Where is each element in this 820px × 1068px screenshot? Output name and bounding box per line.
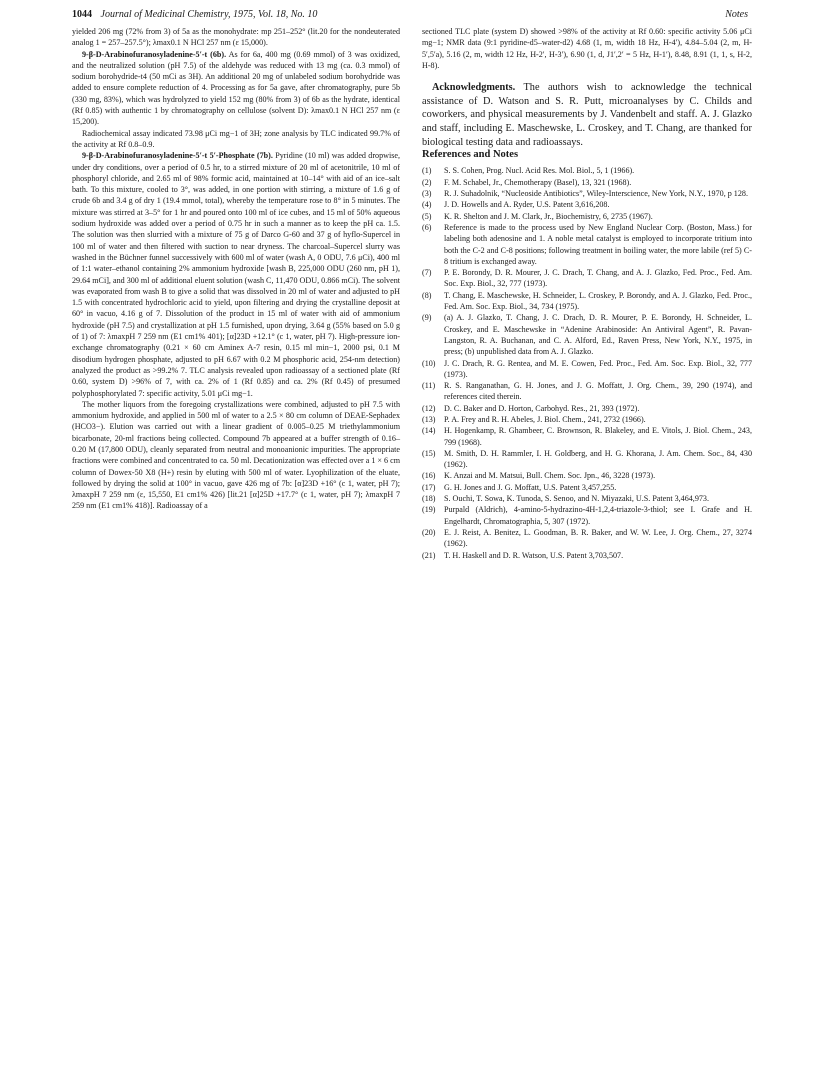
reference-item bbox=[422, 165, 752, 176]
reference-item bbox=[422, 425, 752, 448]
reference-item bbox=[422, 222, 752, 267]
right-column bbox=[422, 26, 752, 561]
reference-item bbox=[422, 527, 752, 550]
reference-item bbox=[422, 188, 752, 199]
references-heading: References and Notes bbox=[422, 149, 519, 161]
page-number: 1044 bbox=[72, 9, 92, 20]
compound-title: 9-β-D-Arabinofuranosyladenine-5′-t (6b). bbox=[82, 49, 227, 59]
reference-text: R. J. Suhadolnik, “Nucleoside Antibiotics”, Wiley-Interscience, New York, N.Y., 1970, p 128. bbox=[444, 189, 748, 199]
paragraph bbox=[72, 399, 400, 512]
reference-text: S. S. Cohen, Prog. Nucl. Acid Res. Mol. Biol., 5, 1 (1966). bbox=[444, 166, 635, 176]
reference-text: G. H. Jones and J. G. Moffatt, U.S. Patent 3,457,255. bbox=[444, 482, 617, 492]
paragraph bbox=[72, 150, 400, 399]
acknowledgments-heading: Acknowledgments. bbox=[432, 82, 516, 94]
reference-text: (a) A. J. Glazko, T. Chang, J. C. Drach, D. R. Mourer, P. E. Borondy, H. Schneider, L. Croskey, and E. Maschewske in “Adenine Arabinoside: An Antiviral Agent”, R. Pavan-Langston, R. A. Buchanan, and C. A. Alford, Ed., Raven Press, New York, N.Y., 1975, in press; (b) unpublished data from A. J. Glazko. bbox=[444, 313, 752, 357]
reference-text: M. Smith, D. H. Rammler, I. H. Goldberg, and H. G. Khorana, J. Am. Chem. Soc., 84, 430 (1962). bbox=[444, 448, 752, 470]
reference-text: K. R. Shelton and J. M. Clark, Jr., Biochemistry, 6, 2735 (1967). bbox=[444, 211, 653, 221]
reference-number: (19) bbox=[422, 505, 436, 515]
reference-item bbox=[422, 290, 752, 313]
reference-text: Purpald (Aldrich), 4-amino-5-hydrazino-4H-1,2,4-triazole-3-thiol; see I. Grafe and H. Engelhardt, Chromatographia, 5, 307 (1972). bbox=[444, 505, 752, 526]
reference-number: (18) bbox=[422, 494, 436, 504]
reference-text: E. J. Reist, A. Benitez, L. Goodman, B. R. Baker, and W. W. Lee, J. Org. Chem., 27, 3274 (1962). bbox=[444, 527, 752, 549]
paragraph-text: Radiochemical assay indicated 73.98 μCi mg−1 of 3H; zone analysis by TLC indicated 99.7% of the activity at Rf 0.8–0.9. bbox=[72, 128, 400, 149]
reference-number: (20) bbox=[422, 527, 436, 537]
left-column bbox=[72, 26, 400, 512]
acknowledgments-text: The authors wish to acknowledge the technical assistance of D. Watson and S. R. Putt, microanalyses by C. Childs and coworkers, and physical measurements by J. Vandenbelt and staff. A. J. Glazko and staff, including E. Maschewske, L. Croskey, and T. Chang, are thanked for biological testing data and radioassays. bbox=[422, 82, 752, 148]
paragraph bbox=[72, 26, 400, 49]
reference-item bbox=[422, 267, 752, 290]
reference-item bbox=[422, 403, 752, 414]
reference-item bbox=[422, 177, 752, 188]
reference-text: K. Anzai and M. Matsui, Bull. Chem. Soc. Jpn., 46, 3228 (1973). bbox=[444, 471, 656, 481]
reference-list bbox=[422, 165, 752, 560]
reference-number: (17) bbox=[422, 482, 436, 492]
reference-number: (4) bbox=[422, 200, 432, 210]
reference-number: (16) bbox=[422, 471, 436, 481]
reference-number: (15) bbox=[422, 448, 436, 458]
reference-item bbox=[422, 448, 752, 471]
reference-item bbox=[422, 550, 752, 561]
reference-number: (10) bbox=[422, 358, 436, 368]
reference-text: P. A. Frey and R. H. Abeles, J. Biol. Chem., 241, 2732 (1966). bbox=[444, 414, 646, 424]
reference-item bbox=[422, 504, 752, 527]
reference-item bbox=[422, 358, 752, 381]
continuation-paragraph: sectioned TLC plate (system D) showed >98% of the activity at Rf 0.60: specific activity 5.06 μCi mg−1; NMR data (9:1 pyridine-d5–water-d2) 4.68 (1, m, width 18 Hz, H-4′), 4.84–5.04 (2, m, H-5′,5′a), 5.16 (2, m, width 12 Hz, H-2′, H-3′), 6.90 (1, d, J1′,2′ = 5 Hz, H-1′), 8.48, 8.91 (1, 1, s, H-2, H-8). bbox=[422, 27, 752, 70]
reference-number: (14) bbox=[422, 426, 436, 436]
reference-text: F. M. Schabel, Jr., Chemotherapy (Basel), 13, 321 (1968). bbox=[444, 177, 632, 187]
reference-number: (1) bbox=[422, 166, 432, 176]
paragraph-text: As for 6a, 400 mg (0.69 mmol) of 3 was oxidized, and the neutralized solution (pH 7.5) of the aldehyde was reduced with 13 mg (ca. 0.3 mmol) of sodium borohydride-t4 (50 mCi as 3H). An additional 20 mg of unlabeled sodium borohydride was added to ensure complete reduction of 4. Processing as for 5a gave, after chromatography, pure 5b (330 mg, 83%), which was hydrolyzed to yield 152 mg (80% from 3) of 6b as the hydrate, identical (Rf 0.85) with authentic 1 by chromatography on cellulose (solvent D): λmax0.1 N HCl 257 nm (ε 15,200). bbox=[72, 49, 400, 127]
reference-number: (13) bbox=[422, 414, 436, 424]
reference-item bbox=[422, 493, 752, 504]
section-label: Notes bbox=[725, 9, 748, 20]
paragraph-text: The mother liquors from the foregoing crystallizations were combined, adjusted to pH 7.5 with ammonium hydroxide, and applied in 500 ml of water to a 2.5 × 80 cm column of DEAE-Sephadex (HCO3−). Elution was carried out with a linear gradient of 0.005–0.25 M triethylammonium bicarbonate, 20-ml fractions being collected. Compound 7b appeared at a buffer strength of 0.16–0.20 M (17,800 ODU), cleanly separated from neutral and monoanionic impurities. The appropriate fractions were combined and concentrated to ca. 50 ml. Decationization was effected over a 1 × 6 cm column of Dowex-50 X8 (H+) resin by eluting with 500 ml of water. Lyophilization of the eluate, followed by drying the solid at 100° in vacuo, gave 426 mg of 7b: [α]23D +16° (c 1, water, pH 7); λmaxpH 7 259 nm (ε, 15,550, E1 cm1% 426) [lit.21 [α]25D +17.7° (c 1, water, pH 7); λmaxpH 7 259 nm (E1 cm1% 418)]. Radioassay of a bbox=[72, 399, 400, 511]
reference-item bbox=[422, 211, 752, 222]
reference-text: P. E. Borondy, D. R. Mourer, J. C. Drach, T. Chang, and A. J. Glazko, Fed. Proc., Fed. Am. Soc. Exp. Biol., 32, 777 (1973). bbox=[444, 268, 752, 289]
reference-number: (12) bbox=[422, 403, 436, 413]
reference-item bbox=[422, 470, 752, 481]
reference-text: J. C. Drach, R. G. Rentea, and M. E. Cowen, Fed. Proc., Fed. Am. Soc. Exp. Biol., 32, 777 (1973). bbox=[444, 358, 752, 379]
reference-number: (2) bbox=[422, 177, 432, 187]
paragraph bbox=[72, 128, 400, 151]
reference-number: (3) bbox=[422, 189, 432, 199]
reference-number: (21) bbox=[422, 550, 436, 560]
reference-item bbox=[422, 414, 752, 425]
reference-number: (6) bbox=[422, 222, 432, 232]
page-header bbox=[72, 8, 748, 21]
acknowledgments bbox=[422, 81, 752, 149]
reference-number: (8) bbox=[422, 290, 432, 300]
reference-text: H. Hogenkamp, R. Ghambeer, C. Brownson, R. Blakeley, and E. Vitols, J. Biol. Chem., 243, 799 (1968). bbox=[444, 426, 752, 447]
paragraph-text: yielded 206 mg (72% from 3) of 5a as the monohydrate: mp 251–252° (lit.20 for the nondeuterated analog 1 = 257–257.5°); λmax0.1 N HCl 257 nm (ε 15,000). bbox=[72, 27, 400, 48]
compound-title: 9-β-D-Arabinofuranosyladenine-5′-t 5′-Phosphate (7b). bbox=[82, 151, 273, 161]
reference-number: (9) bbox=[422, 313, 432, 323]
reference-text: T. H. Haskell and D. R. Watson, U.S. Patent 3,703,507. bbox=[444, 550, 624, 560]
journal-title: Journal of Medicinal Chemistry, 1975, Vol. 18, No. 10 bbox=[100, 9, 318, 20]
reference-number: (5) bbox=[422, 211, 432, 221]
reference-text: Reference is made to the process used by New England Nuclear Corp. (Boston, Mass.) for labeling both adenosine and 1. A noble metal catalyst is employed to incorporate tritium into both the C-2 and C-8 positions; following treatment in boiling water, the more labile (ref 5) C-8 tritium is exchanged away. bbox=[444, 222, 752, 266]
reference-text: S. Ouchi, T. Sowa, K. Tunoda, S. Senoo, and N. Miyazaki, U.S. Patent 3,464,973. bbox=[444, 494, 709, 504]
paragraph-text: Pyridine (10 ml) was added dropwise, under dry conditions, over a period of 0.5 hr, to a stirred mixture of 20 ml of acetonitrile, 10 ml of phosphoryl chloride, and 2.65 ml of 98% formic acid, maintained at 10–14° with aid of an ice–salt bath. To this mixture, cooled to 3°, was added, in one portion with stirring, a mixture of 1.6 g of crude 6b and 3.4 g of dry 1 (19.4 mmol, total), whereby the temperature rose to 8° in 5 minutes. The mixture was stirred at 3–5° for 1 hr and poured onto 100 ml of ice cubes, and 15 ml of 50% aqueous sodium hydroxide was added over a period of 0.75 hr in such a manner as to keep the pH ca. 1.5. The solution was then slurried with a mixture of 75 g of Darco G-60 and 37 g of hyflo-Supercel in 100 ml of water and then filtered with suction to near dryness. The charcoal–Supercel slurry was washed in the Büchner funnel successively with 600 ml of water (wash A, 0 ODU, 7.6 μCi), 400 ml of 1:1 water–ethanol containing 2% ammonium hydroxide [wash B, 225,000 ODU (260 nm, pH 1), 29.64 mCi], and 300 ml of additional eluent solution (wash C, 11,470 ODU, 0.866 mCi). The solvent was evaporated from wash B to give a solid that was dissolved in 20 ml of water and adjusted to pH 1.5 with concentrated hydrochloric acid to yield, upon filtering and drying the crystalline deposit at 60° in vacuo, 4.16 g of 7. Dissolution of the product in 15 ml of water with aid of ammonium hydroxide (pH 7.5) and crystallization at pH 1.5 furnished, upon drying, 3.64 g (55% based on 5.0 g of 1) of 7: λmaxpH 7 259 nm (E1 cm1% 401); [α]23D +12.1° (c 1, water, pH 7). High-pressure ion-exchange chromatography (0.21 × 60 cm Aminex A-7 resin, 0.15 ml min−1, 2000 psi, 0.1 M disodium hydrogen phosphate, adjusted to pH 6.67 with 0.2 M phosphoric acid, 254-nm detection) analyzed the product as >99.2% 7. TLC analysis revealed upon radioassay of a sectioned plate (Rf 0.60, system D) >96% of 7, with ca. 2% of 1 (Rf 0.85) and ca. 2% (Rf 0.45) of presumed polyphosphorylated 7: specific activity, 5.01 μCi mg−1. bbox=[72, 151, 400, 398]
reference-text: J. D. Howells and A. Ryder, U.S. Patent 3,616,208. bbox=[444, 200, 610, 210]
paragraph bbox=[72, 49, 400, 128]
reference-text: D. C. Baker and D. Horton, Carbohyd. Res., 21, 393 (1972). bbox=[444, 403, 640, 413]
reference-number: (7) bbox=[422, 268, 432, 278]
reference-number: (11) bbox=[422, 381, 436, 391]
reference-item bbox=[422, 380, 752, 403]
reference-item bbox=[422, 312, 752, 357]
reference-item bbox=[422, 482, 752, 493]
reference-text: T. Chang, E. Maschewske, H. Schneider, L. Croskey, P. Borondy, and A. J. Glazko, Fed. Proc., Fed. Am. Soc. Exp. Biol., 34, 734 (1975). bbox=[444, 290, 752, 312]
reference-item bbox=[422, 199, 752, 210]
reference-text: R. S. Ranganathan, G. H. Jones, and J. G. Moffatt, J. Org. Chem., 39, 290 (1974), and references cited therein. bbox=[444, 381, 752, 402]
